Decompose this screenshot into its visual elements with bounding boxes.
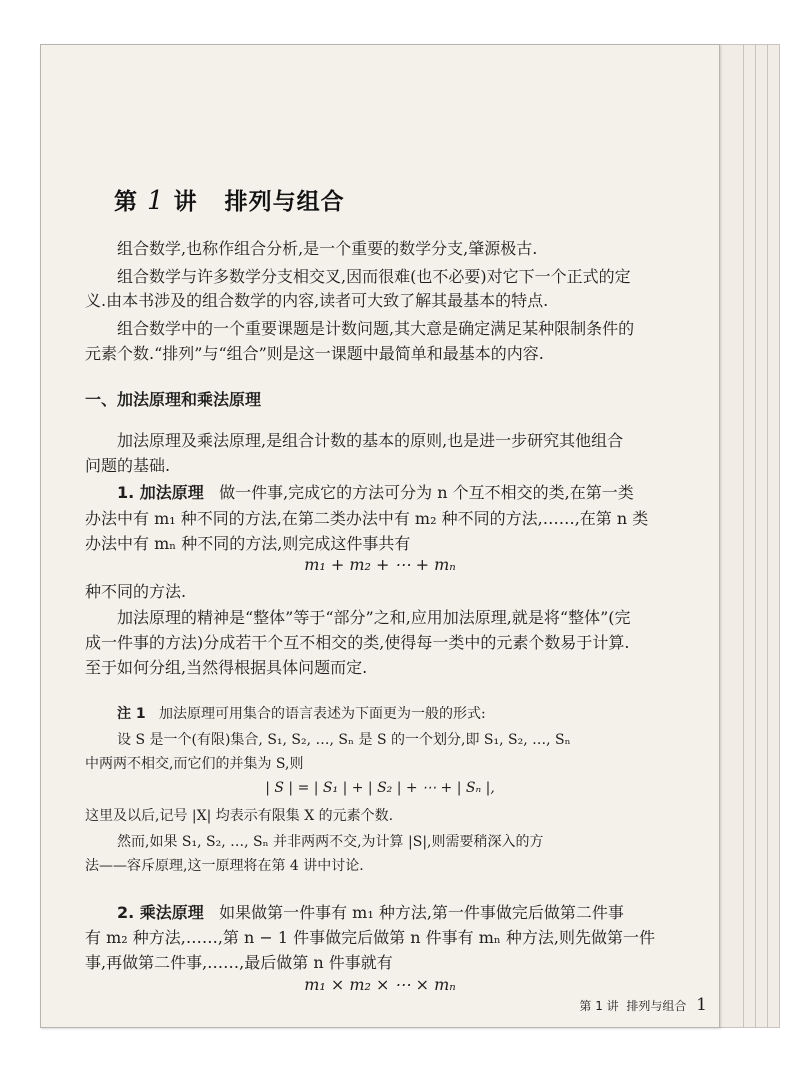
footer-section-label: 第 1 讲 — [579, 999, 619, 1013]
book-page — [40, 44, 720, 1028]
page-number: 1 — [696, 995, 707, 1015]
set-formula: | S | = | S₁ | + | S₂ | + ⋯ + | Sₙ |, — [265, 780, 495, 796]
paragraph-line: 有 m₂ 种方法,……,第 n − 1 件事做完后做第 n 件事有 mₙ 种方法,则先做第一件 — [85, 928, 655, 947]
addition-principle-label: 1. 加法原理 — [117, 483, 204, 502]
note-line: 中两两不相交,而它们的并集为 S,则 — [85, 756, 304, 772]
section-heading: 一、加法原理和乘法原理 — [85, 390, 262, 409]
page-footer — [579, 995, 707, 1015]
footer-title: 排列与组合 — [626, 999, 687, 1013]
multiplication-principle-text: 如果做第一件事有 m₁ 种方法,第一件事做完后做第二件事 — [219, 903, 624, 922]
addition-formula: m₁ + m₂ + ⋯ + mₙ — [304, 555, 456, 574]
addition-principle-line — [117, 480, 634, 503]
note-line: 法——容斥原理,这一原理将在第 4 讲中讨论. — [85, 858, 364, 874]
chapter-suffix: 讲 — [173, 189, 198, 215]
chapter-title-text: 排列与组合 — [224, 189, 345, 215]
paragraph-line: 种不同的方法. — [85, 582, 187, 601]
multiplication-principle-label: 2. 乘法原理 — [117, 903, 204, 922]
intro-line: 元素个数.“排列”与“组合”则是这一课题中最简单和最基本的内容. — [85, 344, 544, 363]
note-label: 注 1 — [117, 706, 146, 722]
note-line: 设 S 是一个(有限)集合, S₁, S₂, …, Sₙ 是 S 的一个划分,即 S₁, S₂, …, Sₙ — [117, 732, 571, 748]
multiplication-principle-line — [117, 900, 624, 923]
intro-line: 组合数学与许多数学分支相交叉,因而很难(也不必要)对它下一个正式的定 — [117, 267, 631, 286]
paragraph-line: 办法中有 mₙ 种不同的方法,则完成这件事共有 — [85, 534, 411, 553]
paragraph-line: 问题的基础. — [85, 456, 171, 475]
note-line: 然而,如果 S₁, S₂, …, Sₙ 并非两两不交,为计算 |S|,则需要稍深入的方 — [117, 834, 544, 850]
chapter-title — [114, 183, 345, 216]
paragraph-line: 加法原理的精神是“整体”等于“部分”之和,应用加法原理,就是将“整体”(完 — [117, 608, 631, 627]
multiplication-formula: m₁ × m₂ × ⋯ × mₙ — [304, 975, 456, 994]
note-line: 这里及以后,记号 |X| 均表示有限集 X 的元素个数. — [85, 808, 394, 824]
intro-line: 组合数学中的一个重要课题是计数问题,其大意是确定满足某种限制条件的 — [117, 319, 635, 338]
paragraph-line: 成一件事的方法)分成若干个互不相交的类,使得每一类中的元素个数易于计算. — [85, 633, 630, 652]
note-text: 加法原理可用集合的语言表述为下面更为一般的形式: — [158, 706, 486, 722]
intro-line: 组合数学,也称作组合分析,是一个重要的数学分支,肇源极古. — [117, 239, 538, 258]
paragraph-line: 事,再做第二件事,……,最后做第 n 件事就有 — [85, 953, 393, 972]
paragraph-line: 办法中有 m₁ 种不同的方法,在第二类办法中有 m₂ 种不同的方法,……,在第 n 类 — [85, 509, 649, 528]
paragraph-line: 至于如何分组,当然得根据具体问题而定. — [85, 658, 368, 677]
addition-principle-text: 做一件事,完成它的方法可分为 n 个互不相交的类,在第一类 — [219, 483, 634, 502]
chapter-prefix: 第 — [114, 189, 138, 215]
intro-line: 义.由本书涉及的组合数学的内容,读者可大致了解其最基本的特点. — [85, 291, 549, 310]
paragraph-line: 加法原理及乘法原理,是组合计数的基本的原则,也是进一步研究其他组合 — [117, 431, 624, 450]
note-line — [117, 703, 486, 723]
chapter-number: 1 — [147, 186, 165, 216]
